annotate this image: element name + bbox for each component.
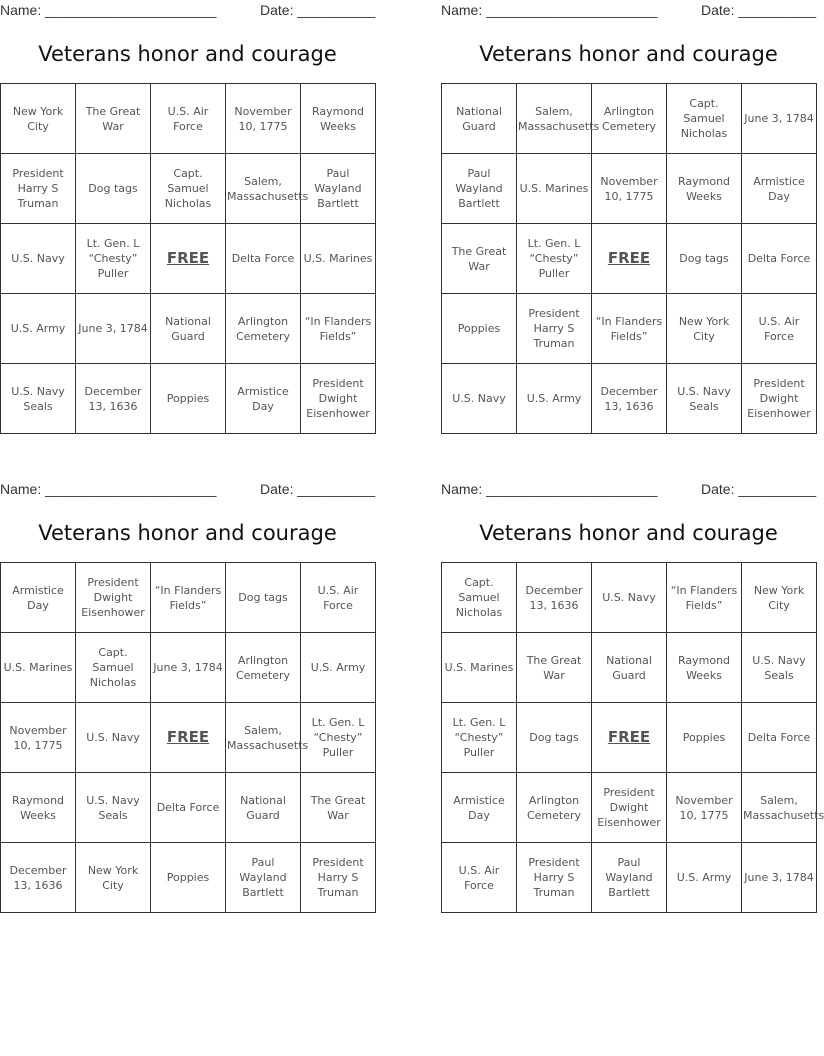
free-space-cell [151,703,226,773]
bingo-cell [151,294,226,364]
bingo-cell [226,563,301,633]
bingo-grid [441,562,824,913]
bingo-cell [517,294,592,364]
bingo-cell [301,84,376,154]
bingo-cell [76,773,151,843]
bingo-cell-text: Poppies [166,392,210,405]
date-field-label: Date: __________ [701,481,817,497]
card-title: Veterans honor and courage [479,42,778,66]
bingo-cell [667,703,742,773]
bingo-cell-text: U.S. Air Force [167,104,209,133]
bingo-cell [667,633,742,703]
bingo-cell [667,224,742,294]
bingo-cell [151,633,226,703]
grid-row [1,154,376,224]
bingo-cell [442,224,517,294]
bingo-cell [301,154,376,224]
bingo-cell [1,294,76,364]
bingo-cell [226,84,301,154]
bingo-cell-text: Delta Force [747,252,811,265]
bingo-cell-text: November 10, 1775 [234,104,292,133]
date-field-label: Date: __________ [260,481,376,497]
bingo-cell-text: U.S. Air Force [758,314,800,343]
bingo-cell [517,843,592,913]
bingo-cell [742,773,824,843]
bingo-cell [76,633,151,703]
bingo-cell [517,563,592,633]
bingo-cell-text: Armistice Day [237,384,289,413]
grid-row [442,84,817,154]
bingo-cell-text: U.S. Navy Seals [11,384,65,413]
bingo-cell [151,773,226,843]
bingo-cell [1,224,76,294]
bingo-cell [667,773,742,843]
date-field-label: Date: __________ [260,2,376,18]
bingo-cell [76,154,151,224]
bingo-cell [1,84,76,154]
bingo-cell-text: Capt. Samuel Nicholas [89,646,137,689]
grid-row [1,843,376,913]
bingo-cell [76,703,151,773]
bingo-cell [592,154,667,224]
bingo-cell-text: Raymond Weeks [311,104,365,133]
card-title: Veterans honor and courage [479,521,778,545]
bingo-cell [76,843,151,913]
free-space-cell [151,224,226,294]
name-field-label: Name: ______________________ [0,481,217,497]
bingo-cell [226,703,309,773]
bingo-cell [592,633,667,703]
bingo-cell-text: U.S. Army [10,322,66,335]
free-space-cell [592,224,667,294]
bingo-cell [517,84,600,154]
bingo-cell [442,843,517,913]
bingo-cell-text: U.S. Air Force [458,863,500,892]
bingo-cell-text: “In Flanders Fields” [304,314,372,343]
bingo-cell-text: U.S. Navy [452,392,506,405]
bingo-grid [441,83,817,434]
bingo-cell [226,633,301,703]
grid-row [442,364,817,434]
bingo-cell [742,224,817,294]
bingo-cell [151,563,226,633]
bingo-cell-text: U.S. Navy Seals [752,653,806,682]
bingo-cell [226,294,301,364]
bingo-cell [742,294,817,364]
grid-row [442,773,817,843]
bingo-cell-text: Salem, Massachusetts [743,793,824,822]
bingo-cell [301,843,376,913]
bingo-cell [442,563,517,633]
grid-row [1,84,376,154]
bingo-cell [1,364,76,434]
bingo-cell-text: U.S. Marines [519,182,589,195]
bingo-cell-text: New York City [753,583,805,612]
bingo-cell-text: Delta Force [231,252,295,265]
bingo-cell-text: New York City [87,863,139,892]
bingo-cell [226,773,301,843]
bingo-cell [151,84,226,154]
bingo-cell [742,703,817,773]
bingo-cell [76,84,151,154]
bingo-cell-text: U.S. Air Force [317,583,359,612]
bingo-cell-text: Salem, Massachusetts [227,174,309,203]
bingo-cell-text: President Dwight Eisenhower [306,377,370,420]
bingo-cell [301,703,376,773]
bingo-cell-text: Poppies [682,731,726,744]
bingo-cell-text: The Great War [451,244,507,273]
bingo-cell-text: Capt. Samuel Nicholas [164,167,212,210]
card-title: Veterans honor and courage [38,521,337,545]
bingo-cell [742,843,817,913]
bingo-cell-text: November 10, 1775 [9,723,67,752]
card-header [0,2,375,20]
bingo-cell-text: New York City [678,314,730,343]
bingo-cell-text: U.S. Army [526,392,582,405]
name-field-label: Name: ______________________ [441,2,658,18]
bingo-cell-text: President Harry S Truman [528,856,580,899]
bingo-cell-text: Delta Force [156,801,220,814]
grid-row [1,773,376,843]
bingo-cell [151,154,226,224]
bingo-cell [1,633,76,703]
grid-row [442,294,817,364]
bingo-cell [742,364,817,434]
free-space-label: FREE [166,248,210,267]
grid-row [442,703,817,773]
bingo-cell [592,84,667,154]
bingo-cell [1,563,76,633]
bingo-cell-text: November 10, 1775 [600,174,658,203]
bingo-cell-text: National Guard [456,104,502,133]
bingo-cell-text: U.S. Navy Seals [86,793,140,822]
bingo-cell [517,703,592,773]
grid-row [1,294,376,364]
card-header [441,481,816,499]
bingo-cell-text: Arlington Cemetery [235,653,291,682]
bingo-cell-text: The Great War [85,104,141,133]
free-space-label: FREE [607,727,651,746]
bingo-cell-text: U.S. Navy [602,591,656,604]
bingo-cell [442,154,517,224]
bingo-cell-text: President Dwight Eisenhower [81,576,145,619]
bingo-cell [301,773,376,843]
bingo-cell-text: Poppies [166,871,210,884]
bingo-cell-text: Arlington Cemetery [526,793,582,822]
bingo-cell-text: Delta Force [747,731,811,744]
bingo-cell-text: U.S. Marines [3,661,73,674]
bingo-cell-text: Capt. Samuel Nicholas [680,97,728,140]
bingo-cell [151,364,226,434]
bingo-cell-text: Salem, Massachusetts [518,104,600,133]
bingo-cell-text: President Harry S Truman [312,856,364,899]
bingo-cell-text: Dog tags [679,252,729,265]
bingo-cell [517,773,592,843]
bingo-cell-text: Armistice Day [753,174,805,203]
bingo-cell-text: Lt. Gen. L “Chesty” Puller [527,237,581,280]
name-field-label: Name: ______________________ [441,481,658,497]
bingo-cell [517,633,592,703]
bingo-cell [301,633,376,703]
bingo-cell-text: U.S. Marines [303,252,373,265]
bingo-cell [742,563,817,633]
bingo-cell [301,294,376,364]
bingo-cell-text: National Guard [165,314,211,343]
grid-row [442,633,817,703]
bingo-cell [592,563,667,633]
grid-row [442,563,817,633]
bingo-cell [667,563,742,633]
bingo-cell-text: Lt. Gen. L “Chesty” Puller [311,716,365,759]
bingo-cell [442,633,517,703]
bingo-cell-text: U.S. Army [676,871,732,884]
card-header [0,481,375,499]
bingo-cell [442,294,517,364]
bingo-grid [0,83,376,434]
grid-row [1,364,376,434]
bingo-cell-text: Arlington Cemetery [601,104,657,133]
bingo-cell-text: June 3, 1784 [153,661,223,674]
bingo-cell [442,773,517,843]
bingo-cell [742,84,817,154]
bingo-cell [1,773,76,843]
bingo-cell [592,843,667,913]
bingo-cell-text: December 13, 1636 [525,583,583,612]
bingo-cell-text: The Great War [310,793,366,822]
bingo-cell-text: U.S. Army [310,661,366,674]
bingo-cell [151,843,226,913]
bingo-cell [517,154,592,224]
bingo-cell [667,364,742,434]
bingo-cell [226,843,301,913]
bingo-cell [517,224,592,294]
bingo-cell-text: Dog tags [529,731,579,744]
bingo-cell [226,364,301,434]
bingo-cell [76,294,151,364]
grid-row [1,563,376,633]
grid-row [1,703,376,773]
bingo-cell-text: Dog tags [238,591,288,604]
bingo-cell [442,703,517,773]
bingo-cell-text: Poppies [457,322,501,335]
name-field-label: Name: ______________________ [0,2,217,18]
bingo-cell [592,294,667,364]
grid-row [1,633,376,703]
bingo-cell [1,703,76,773]
bingo-cell-text: Armistice Day [453,793,505,822]
bingo-cell [1,843,76,913]
bingo-cell-text: Paul Wayland Bartlett [314,167,362,210]
bingo-cell-text: “In Flanders Fields” [154,583,222,612]
bingo-cell [76,364,151,434]
bingo-cell-text: June 3, 1784 [78,322,148,335]
bingo-cell-text: Paul Wayland Bartlett [239,856,287,899]
bingo-cell-text: U.S. Navy [11,252,65,265]
bingo-cell-text: Salem, Massachusetts [227,723,309,752]
bingo-cell [442,84,517,154]
bingo-cell-text: Paul Wayland Bartlett [455,167,503,210]
card-header [441,2,816,20]
free-space-label: FREE [166,727,210,746]
bingo-cell [742,154,817,224]
bingo-cell-text: November 10, 1775 [675,793,733,822]
bingo-cell [667,84,742,154]
bingo-cell-text: U.S. Marines [444,661,514,674]
bingo-cell-text: New York City [12,104,64,133]
bingo-grid [0,562,376,913]
bingo-cell-text: National Guard [240,793,286,822]
bingo-cell [301,563,376,633]
bingo-cell [76,563,151,633]
bingo-cell-text: President Dwight Eisenhower [747,377,811,420]
bingo-cell [301,224,376,294]
bingo-cell-text: U.S. Navy [86,731,140,744]
bingo-cell-text: December 13, 1636 [9,863,67,892]
grid-row [442,224,817,294]
bingo-cell [301,364,376,434]
bingo-cell [226,154,309,224]
bingo-cell-text: Raymond Weeks [677,174,731,203]
bingo-cell [1,154,76,224]
bingo-cell [742,633,817,703]
bingo-cell-text: Lt. Gen. L “Chesty” Puller [452,716,506,759]
bingo-cell-text: Capt. Samuel Nicholas [455,576,503,619]
bingo-cell-text: Armistice Day [12,583,64,612]
bingo-cell-text: The Great War [526,653,582,682]
bingo-cell-text: President Harry S Truman [528,307,580,350]
bingo-cell-text: U.S. Navy Seals [677,384,731,413]
bingo-cell-text: December 13, 1636 [600,384,658,413]
card-title: Veterans honor and courage [38,42,337,66]
bingo-cell [442,364,517,434]
bingo-cell-text: Raymond Weeks [11,793,65,822]
bingo-cell [667,843,742,913]
grid-row [442,154,817,224]
grid-row [442,843,817,913]
bingo-cell-text: President Harry S Truman [12,167,64,210]
bingo-cell [667,294,742,364]
bingo-cell-text: Dog tags [88,182,138,195]
bingo-cell-text: Paul Wayland Bartlett [605,856,653,899]
bingo-cell-text: Lt. Gen. L “Chesty” Puller [86,237,140,280]
bingo-cell-text: “In Flanders Fields” [595,314,663,343]
bingo-cell [667,154,742,224]
bingo-cell-text: Arlington Cemetery [235,314,291,343]
bingo-cell-text: June 3, 1784 [744,871,814,884]
bingo-cell-text: December 13, 1636 [84,384,142,413]
bingo-cell [76,224,151,294]
bingo-cell [226,224,301,294]
bingo-cell [517,364,592,434]
bingo-cell [592,364,667,434]
bingo-cell-text: “In Flanders Fields” [670,583,738,612]
bingo-cell [592,773,667,843]
date-field-label: Date: __________ [701,2,817,18]
bingo-cell-text: June 3, 1784 [744,112,814,125]
free-space-cell [592,703,667,773]
bingo-cell-text: President Dwight Eisenhower [597,786,661,829]
bingo-cell-text: National Guard [606,653,652,682]
free-space-label: FREE [607,248,651,267]
grid-row [1,224,376,294]
bingo-cell-text: Raymond Weeks [677,653,731,682]
